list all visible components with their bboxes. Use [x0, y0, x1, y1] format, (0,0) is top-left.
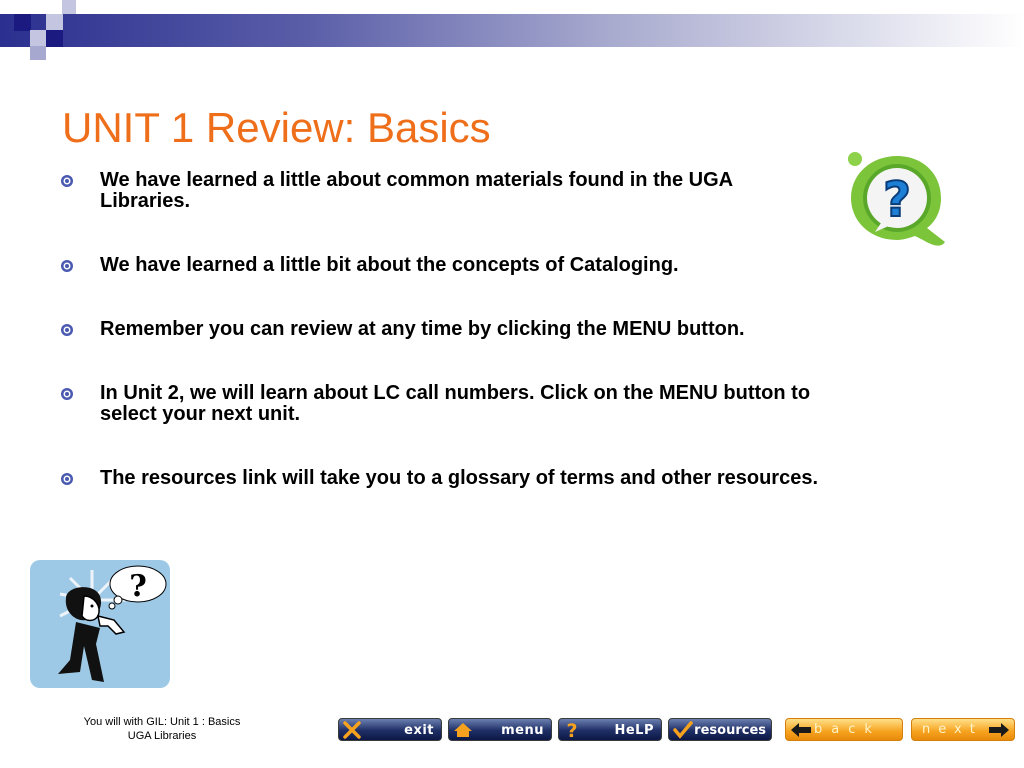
back-label: back: [814, 722, 881, 737]
resources-label: resources: [694, 723, 766, 738]
bullet-text: The resources link will take you to a glossary of terms and other resources.: [100, 467, 819, 489]
bullet-icon: [60, 174, 74, 188]
menu-button[interactable]: [448, 718, 552, 741]
bullet-list: [60, 170, 820, 489]
help-label: HeLP: [614, 723, 654, 738]
x-icon: [342, 721, 362, 739]
bullet-text: In Unit 2, we will learn about LC call numbers. Click on the MENU button to select your next unit.: [100, 382, 811, 425]
svg-text:?: ?: [129, 569, 147, 604]
exit-button[interactable]: [338, 718, 442, 741]
menu-label: menu: [501, 723, 544, 738]
next-label: next: [922, 722, 983, 737]
bullet-text: We have learned a little about common materials found in the UGA Libraries.: [100, 169, 733, 212]
bullet-text: Remember you can review at any time by clicking the MENU button.: [100, 318, 745, 340]
exit-label: exit: [404, 723, 434, 738]
help-button[interactable]: [558, 718, 662, 741]
list-item: [60, 255, 820, 276]
footer-line-2: UGA Libraries: [127, 730, 197, 742]
resources-button[interactable]: [668, 718, 772, 741]
svg-text:?: ?: [566, 721, 578, 739]
question-icon: [562, 721, 582, 739]
footer-line-1: You will with GIL: Unit 1 : Basics: [83, 716, 241, 728]
home-icon: [452, 721, 474, 739]
check-icon: [672, 721, 694, 739]
svg-text:?: ?: [883, 172, 911, 228]
bullet-icon: [60, 387, 74, 401]
arrow-right-icon: [987, 721, 1011, 739]
bullet-icon: [60, 259, 74, 273]
back-button[interactable]: [785, 718, 903, 741]
bullet-text: We have learned a little bit about the concepts of Cataloging.: [100, 254, 679, 276]
next-button[interactable]: [911, 718, 1015, 741]
bullet-icon: [60, 472, 74, 486]
question-bubble-icon: [845, 150, 949, 254]
list-item: [60, 170, 820, 212]
page-title: UNIT 1 Review: Basics: [62, 104, 491, 151]
list-item: [60, 383, 820, 425]
list-item: [60, 468, 820, 489]
list-item: [60, 319, 820, 340]
footer: [62, 715, 262, 743]
arrow-left-icon: [789, 721, 813, 739]
bullet-icon: [60, 323, 74, 337]
header-band: [0, 14, 1024, 47]
thinking-person-icon: [30, 560, 170, 688]
